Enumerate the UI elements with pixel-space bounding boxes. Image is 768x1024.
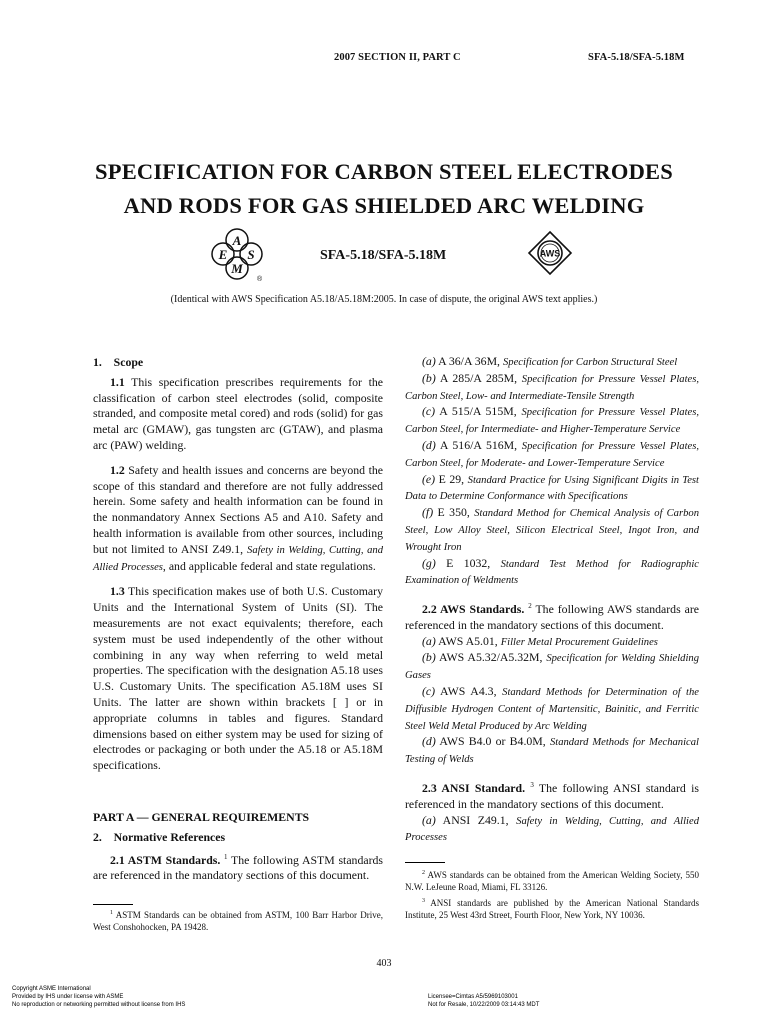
normative-references-heading: 2. Normative References <box>93 829 226 844</box>
reference-item: (b) A 285/A 285M, Specification for Pressure Vessel Plates, Carbon Steel, Low- and Intermediate-Tensile Strength <box>405 370 699 402</box>
paragraph-2-3: 2.3 ANSI Standard. $^3$ The following ANSI standard is referenced in the mandatory sections of this document. <box>405 780 699 811</box>
ansi-reference: (a) ANSI Z49.1, Safety in Welding, Cutting, and Allied Processes <box>405 812 699 844</box>
running-header-section: 2007 SECTION II, PART C <box>334 52 461 63</box>
reference-item: (d) A 516/A 516M, Specification for Pressure Vessel Plates, Carbon Steel, for Moderate- and Lower-Temperature Service <box>405 437 699 469</box>
astm-reference-list <box>405 354 699 589</box>
reference-item: (c) A 515/A 515M, Specification for Pressure Vessel Plates, Carbon Steel, for Intermediate- and Higher-Temperature Service <box>405 404 699 436</box>
reference-item: (b) AWS A5.32/A5.32M, Specification for Welding Shielding Gases <box>405 650 699 682</box>
paragraph-1-2: 1.2 Safety and health issues and concerns are beyond the scope of this standard and therefore are not fully addressed herein. Some safety and health information can be found in the nonmandatory Annex Sections A5 and A10. Safety and health information is available from other sources, including but not limited to ANSI Z49.1, Safety in Welding, Cutting, and Allied Processes, and applicable federal and state regulations. <box>93 462 383 573</box>
asme-logo <box>209 226 265 284</box>
running-header-spec: SFA-5.18/SFA-5.18M <box>588 52 685 63</box>
page-number: 403 <box>376 958 392 969</box>
paragraph-2-1: 2.1 ASTM Standards. $^1$ The following ASTM standards are referenced in the mandatory sections of this document. <box>93 852 384 883</box>
scope-heading: 1. Scope <box>93 355 144 369</box>
footer-right: Licensee=Cimtas A5/5969103001 Not for Resale, 10/22/2009 03:14:43 MDT <box>428 994 540 1008</box>
footnote-rule <box>93 904 133 905</box>
aws-logo-text: AWS <box>539 248 561 259</box>
footnote-2: $^2$ AWS standards can be obtained from the American Welding Society, 550 N.W. LeJeune Road, Miami, FL 33126. <box>405 870 699 893</box>
reference-item: (a) AWS A5.01, Filler Metal Procurement Guidelines <box>422 633 658 648</box>
asme-letter-e: E <box>218 247 228 262</box>
footnote-1: $^1$ ASTM Standards can be obtained from ASTM, 100 Barr Harbor Drive, West Conshohocken, PA 19428. <box>93 910 383 933</box>
document-title <box>0 155 768 223</box>
paragraph-2-2: 2.2 AWS Standards. $^2$ The following AWS standards are referenced in the mandatory sections of this document. <box>405 602 699 632</box>
right-column <box>405 354 699 921</box>
footnote-rule-right <box>405 862 445 863</box>
title-line-1: SPECIFICATION FOR CARBON STEEL ELECTRODES <box>95 159 673 184</box>
paragraph-1-1: 1.1 This specification prescribes requirements for the classification of carbon steel electrodes (solid, composite stranded, and composite metal cored) and rods (solid) for gas metal arc (GMAW), gas tungsten arc (GTAW), and plasma arc (PAW) welding. <box>93 374 383 452</box>
part-a-heading: PART A — GENERAL REQUIREMENTS <box>93 809 310 824</box>
reference-item: (d) AWS B4.0 or B4.0M, Standard Methods for Mechanical Testing of Welds <box>405 734 699 766</box>
reference-item: (e) E 29, Standard Practice for Using Significant Digits in Test Data to Determine Conformance with Specifications <box>405 471 699 503</box>
title-line-2: AND RODS FOR GAS SHIELDED ARC WELDING <box>123 193 645 218</box>
reference-item: (a) A 36/A 36M, Specification for Carbon Structural Steel <box>422 354 678 368</box>
aws-reference-list <box>405 634 699 768</box>
footer-left: Copyright ASME International Provided by IHS under license with ASME No reproduction or networking permitted without license from IHS <box>12 986 186 1008</box>
reference-item: (f) E 350, Standard Method for Chemical Analysis of Carbon Steel, Low Alloy Steel, Silicon Electrical Steel, Ingot Iron, and Wrought Iron <box>405 505 699 553</box>
asme-letter-m: M <box>231 261 243 276</box>
paragraph-1-3: 1.3 This specification makes use of both U.S. Customary Units and the International System of Units (SI). The measurements are not exact equivalents; therefore, each system must be used independently of the other without combining in any way when referring to weld metal properties. The specification with the designation A5.18 uses U.S. Customary Units. The specification A5.18M uses SI Units. The latter are shown within brackets [ ] or in appropriate columns in tables and figures. Standard dimensions based on either system may be used for sizing of electrodes or packaging or both under the A5.18 or A5.18M specifications. <box>93 584 383 773</box>
asme-letter-a: A <box>232 233 242 248</box>
identical-note: (Identical with AWS Specification A5.18/A5.18M:2005. In case of dispute, the original AWS text applies.) <box>170 294 598 305</box>
footnote-3: $^3$ ANSI standards are published by the American National Standards Institute, 25 West 43rd Street, Fourth Floor, New York, NY 10036. <box>405 898 699 921</box>
asme-letter-s: S <box>247 247 255 262</box>
reference-item: (g) E 1032, Standard Test Method for Radiographic Examination of Weldments <box>405 555 699 587</box>
registered-mark: ® <box>257 276 263 283</box>
specification-designation: SFA-5.18/SFA-5.18M <box>320 248 447 263</box>
left-column <box>93 355 383 933</box>
reference-item: (c) AWS A4.3, Standard Methods for Determination of the Diffusible Hydrogen Content of Martensitic, Bainitic, and Ferritic Steel Weld Metal Produced by Arc Welding <box>405 684 700 732</box>
aws-logo <box>527 230 573 276</box>
